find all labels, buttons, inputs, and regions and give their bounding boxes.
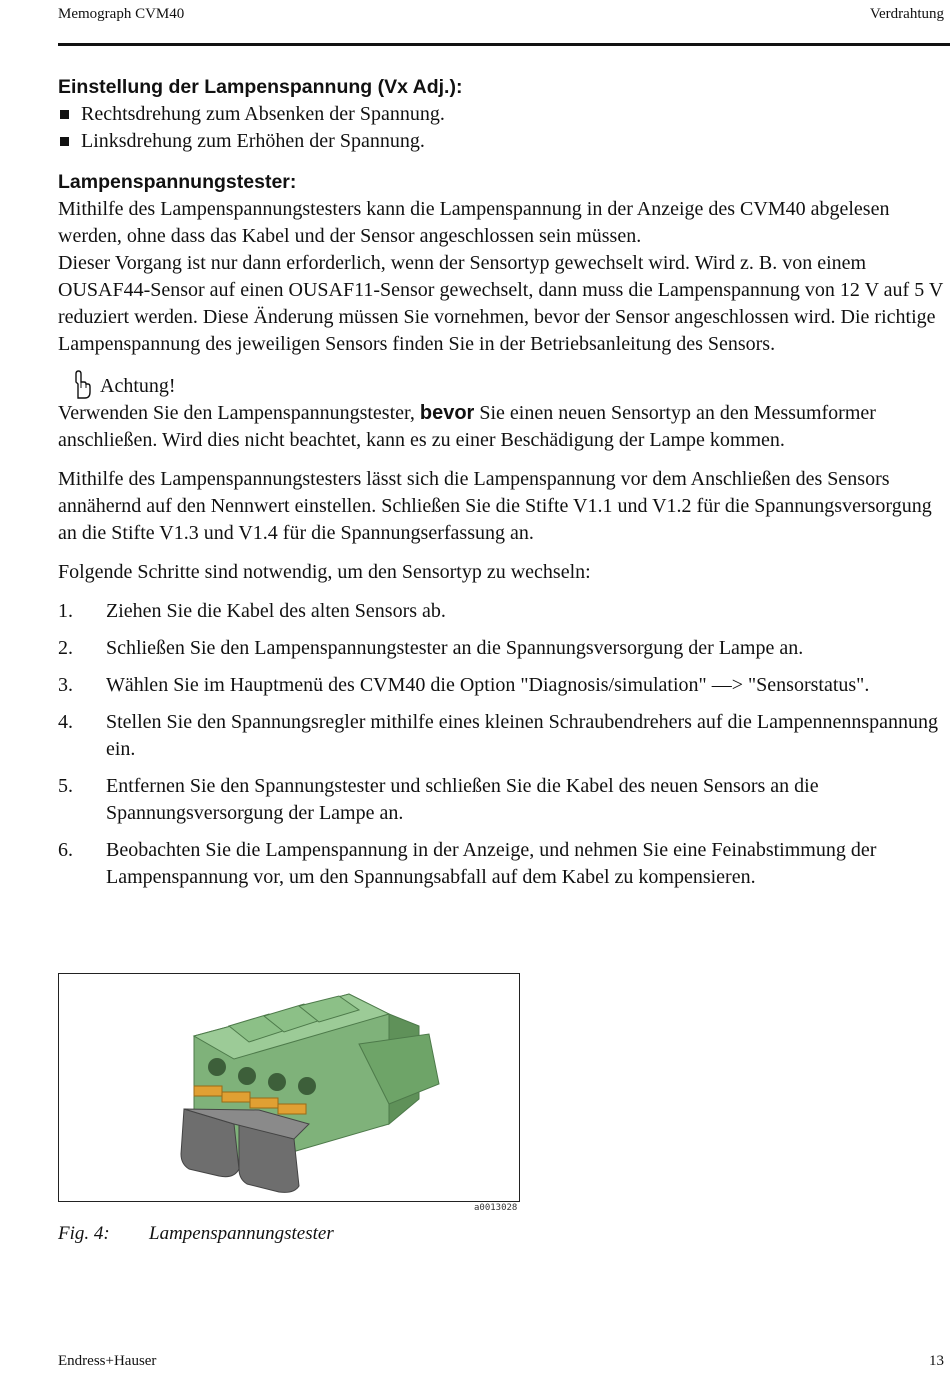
figure-caption: Fig. 4: Lampenspannungstester <box>58 1223 334 1244</box>
list-item: 2. Schließen Sie den Lampenspannungstester an die Spannungsversorgung der Lampe an. <box>58 637 804 659</box>
section-heading-tester: Lampenspannungstester: <box>58 171 297 193</box>
paragraph: Dieser Vorgang ist nur dann erforderlich, wenn der Sensortyp gewechselt wird. Wird z. B. von einem OUSAF44-Sensor auf einen OUSAF11-Sensor gewechselt, dann muss die Lampenspannung von 12 V auf 5 V reduziert werden. Diese Änderung müssen Sie vornehmen, bevor der Sensor angeschlossen wird. Die richtige Lampenspannung des jeweiligen Sensors finden Sie in der Betriebsanleitung des Sensors. <box>58 252 943 355</box>
bullet-item <box>58 128 944 155</box>
section-heading-lamp-voltage: Einstellung der Lampenspannung (Vx Adj.): <box>58 76 463 98</box>
hand-pointer-icon <box>70 370 92 400</box>
warning-label-row <box>58 370 944 400</box>
paragraph: Mithilfe des Lampenspannungstesters kann die Lampenspannung in der Anzeige des CVM40 abgelesen werden, ohne dass das Kabel und der Sensor angeschlossen sein müssen. <box>58 198 890 247</box>
warning-text: Verwenden Sie den Lampenspannungstester, bevor Sie einen neuen Sensortyp an den Messumformer anschließen. Wird dies nicht beachtet, kann es zu einer Beschädigung der Lampe kommen. <box>58 402 876 451</box>
paragraph: Mithilfe des Lampenspannungstesters lässt sich die Lampenspannung vor dem Anschließen des Sensors annähernd auf den Nennwert einstellen. Schließen Sie die Stifte V1.1 und V1.2 für die Spannungsversorgung an die Stifte V1.3 und V1.4 für die Spannungserfassung an. <box>58 468 932 544</box>
figure-id: a0013028 <box>474 1203 518 1213</box>
bullet-icon <box>60 137 69 146</box>
connector-illustration <box>59 974 519 1201</box>
steps-intro: Folgende Schritte sind notwendig, um den Sensortyp zu wechseln: <box>58 561 591 583</box>
page-number: 13 <box>929 1353 944 1369</box>
header-rule <box>58 43 950 46</box>
footer-brand: Endress+Hauser <box>58 1353 157 1369</box>
list-item: 6. Beobachten Sie die Lampenspannung in der Anzeige, und nehmen Sie eine Feinabstimmung der Lampenspannung vor, um den Spannungsabfall auf dem Kabel zu kompensieren. <box>58 839 877 888</box>
bullet-icon <box>60 110 69 119</box>
figure-frame <box>58 973 520 1202</box>
warning-label: Achtung! <box>100 375 176 397</box>
page-content <box>58 74 944 901</box>
list-item: 5. Entfernen Sie den Spannungstester und schließen Sie die Kabel des neuen Sensors an die Spannungsversorgung der Lampe an. <box>58 775 819 824</box>
bullet-item <box>58 101 944 128</box>
bullet-text: Rechtsdrehung zum Absenken der Spannung. <box>81 103 445 125</box>
list-item: 1. Ziehen Sie die Kabel des alten Sensors ab. <box>58 600 446 622</box>
list-item: 4. Stellen Sie den Spannungsregler mithilfe eines kleinen Schraubendrehers auf die Lampennennspannung ein. <box>58 711 938 760</box>
header-section: Verdrahtung <box>869 6 944 22</box>
header-title: Memograph CVM40 <box>58 6 185 22</box>
bullet-text: Linksdrehung zum Erhöhen der Spannung. <box>81 130 425 152</box>
steps-list <box>58 598 944 891</box>
list-item: 3. Wählen Sie im Hauptmenü des CVM40 die Option "Diagnosis/simulation" —> "Sensorstatus". <box>58 674 870 696</box>
